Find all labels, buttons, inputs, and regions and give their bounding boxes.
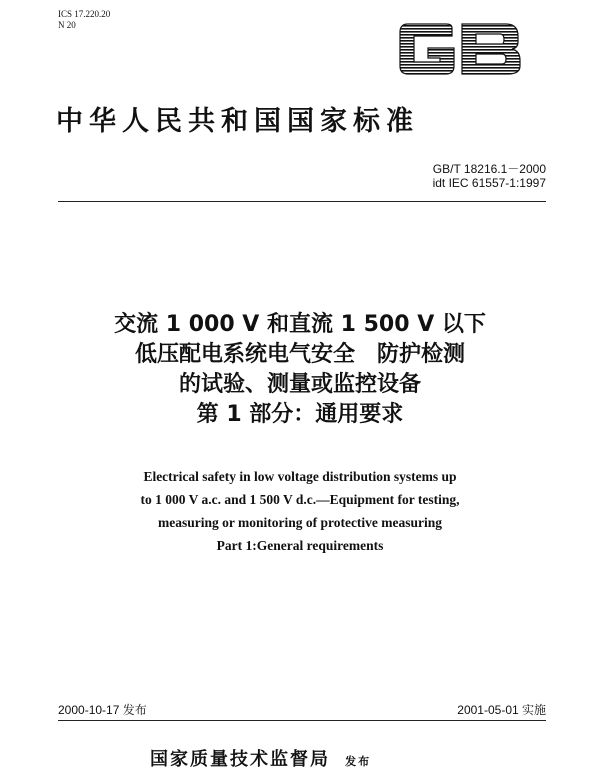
gb-logo bbox=[396, 22, 522, 76]
standard-number: GB/T 18216.1－2000 bbox=[432, 162, 546, 176]
english-title-line: to 1 000 V a.c. and 1 500 V d.c.—Equipment for testing, bbox=[140, 492, 460, 507]
standard-title: 中华人民共和国国家标准 bbox=[56, 106, 419, 137]
ics-code: ICS 17.220.20 bbox=[58, 9, 111, 19]
chinese-title bbox=[40, 310, 560, 430]
publisher-line bbox=[150, 745, 371, 771]
english-title-line: measuring or monitoring of protective measuring bbox=[157, 515, 443, 530]
chinese-title-line: 第 1 部分：通用要求 bbox=[196, 402, 404, 427]
chinese-title-line: 低压配电系统电气安全 防护检测 bbox=[134, 342, 465, 367]
english-title-line: Electrical safety in low voltage distribution systems up bbox=[143, 469, 457, 484]
english-title-line: Part 1:General requirements bbox=[216, 538, 384, 553]
chinese-title-line: 的试验、测量或监控设备 bbox=[178, 372, 421, 397]
issue-date: 2000-10-17 发布 bbox=[58, 703, 147, 717]
header-divider bbox=[58, 201, 546, 202]
classification-codes bbox=[58, 9, 110, 31]
publisher-name: 国家质量技术监督局 bbox=[150, 749, 330, 770]
english-title bbox=[40, 465, 560, 557]
footer-divider bbox=[58, 720, 546, 721]
standard-number-block bbox=[360, 162, 546, 190]
ccs-code: N 20 bbox=[58, 20, 76, 30]
idt-reference: idt IEC 61557-1:1997 bbox=[432, 176, 546, 190]
publisher-action: 发布 bbox=[345, 755, 372, 768]
implementation-date: 2001-05-01 实施 bbox=[457, 703, 546, 717]
logo-text: GB bbox=[396, 22, 398, 23]
chinese-title-line: 交流 1 000 V 和直流 1 500 V 以下 bbox=[114, 312, 486, 337]
